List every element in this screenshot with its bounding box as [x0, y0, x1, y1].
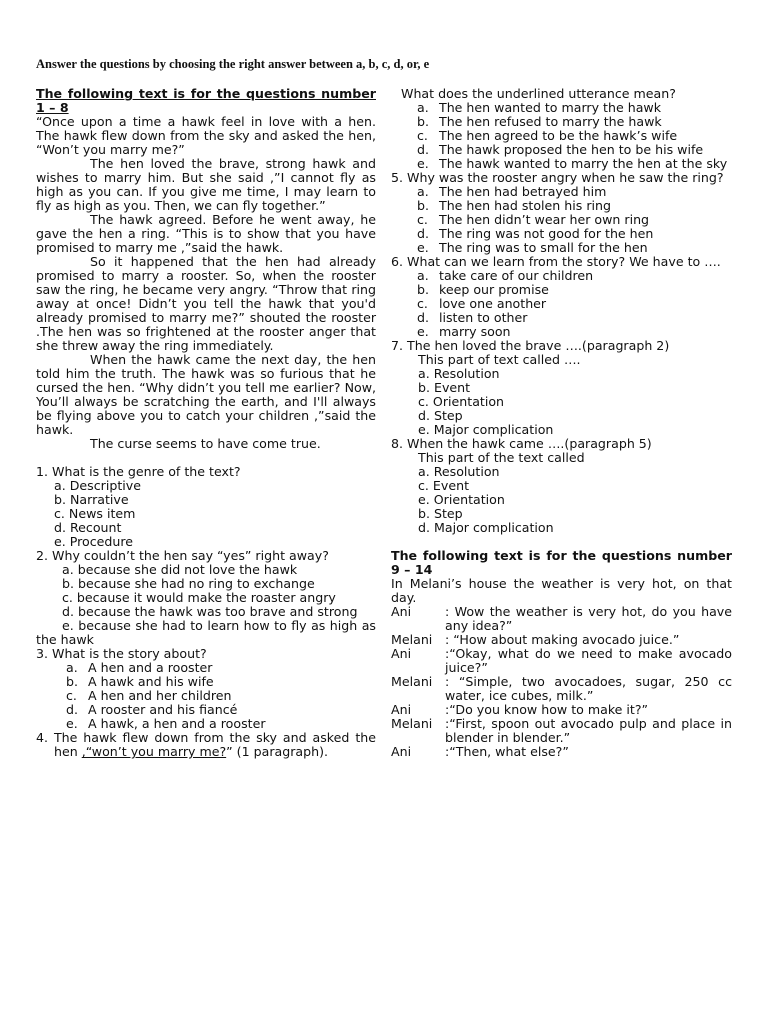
question-3: 3. What is the story about? — [36, 646, 207, 661]
dialog-line — [391, 717, 732, 745]
q1-option-c: c. News item — [54, 506, 136, 521]
dialog-text: :“First, spoon out avocado pulp and place in blender in blender.” — [445, 716, 732, 745]
right-column — [391, 87, 732, 759]
question-2: 2. Why couldn’t the hen say “yes” right away? — [36, 548, 329, 563]
instruction-heading: Answer the questions by choosing the right answer between a, b, c, d, or, e — [36, 57, 430, 71]
dialog-line — [391, 745, 732, 759]
q3-option-a — [36, 661, 376, 675]
q4-question: What does the underlined utterance mean? — [401, 86, 676, 101]
option-text: A hen and her children — [88, 688, 232, 703]
dialog-intro: In Melani’s house the weather is very hot, on that day. — [391, 576, 732, 605]
q6-option-a — [391, 269, 732, 283]
dialog-line — [391, 675, 732, 703]
story-paragraph-2: The hen loved the brave, strong hawk and wishes to marry him. But she said ,”I cannot fly as high as you can. If you give me time, I may learn to fly as high as you. Then, we can fly together.” — [36, 156, 376, 213]
q8-subtitle: This part of the text called — [418, 450, 585, 465]
option-key: a. — [417, 184, 429, 199]
question-7: 7. The hen loved the brave ….(paragraph 2) — [391, 338, 670, 353]
option-key: b. — [417, 114, 429, 129]
q3-option-b — [36, 675, 376, 689]
q4-option-a — [391, 101, 732, 115]
dialog-text: :“Okay, what do we need to make avocado juice?” — [445, 646, 732, 675]
q4-option-c — [391, 129, 732, 143]
option-text: The hen had stolen his ring — [439, 198, 611, 213]
option-key: a. — [417, 100, 429, 115]
q6-option-e — [391, 325, 732, 339]
option-key: e. — [66, 716, 78, 731]
option-text: A hawk, a hen and a rooster — [88, 716, 266, 731]
option-text: take care of our children — [439, 268, 594, 283]
q7-option-4: d. Step — [418, 408, 463, 423]
q7-option-3: c. Orientation — [418, 394, 505, 409]
story-paragraph-6: The curse seems to have come true. — [90, 436, 321, 451]
q2-option-c: c. because it would make the roaster angry — [62, 590, 336, 605]
q2-option-e: e. because she had to learn how to fly as high as the hawk — [36, 618, 376, 647]
q5-option-b — [391, 199, 732, 213]
option-key: c. — [417, 212, 428, 227]
option-text: The hawk wanted to marry the hen at the sky — [439, 156, 728, 171]
dialog-text: :“Then, what else?” — [445, 744, 569, 759]
speaker: Melani — [391, 674, 433, 689]
dialog-line — [391, 703, 732, 717]
option-key: a. — [417, 268, 429, 283]
dialog-text: : “How about making avocado juice.” — [445, 632, 680, 647]
q1-option-b: b. Narrative — [54, 492, 129, 507]
q6-option-c — [391, 297, 732, 311]
q3-option-c — [36, 689, 376, 703]
q2-option-a: a. because she did not love the hawk — [62, 562, 298, 577]
left-column — [36, 87, 376, 759]
q4-option-e — [391, 157, 732, 171]
q7-option-2: b. Event — [418, 380, 471, 395]
q1-option-e: e. Procedure — [54, 534, 134, 549]
section-heading-9-14: The following text is for the questions number 9 – 14 — [391, 548, 732, 577]
q5-option-e — [391, 241, 732, 255]
q4-option-b — [391, 115, 732, 129]
dialog-text: : “Simple, two avocadoes, sugar, 250 cc water, ice cubes, milk.” — [445, 674, 732, 703]
q1-option-a: a. Descriptive — [54, 478, 141, 493]
option-text: A rooster and his fiancé — [88, 702, 238, 717]
q8-option-3: e. Orientation — [418, 492, 505, 507]
option-key: d. — [417, 226, 429, 241]
option-text: A hawk and his wife — [88, 674, 214, 689]
q4-underlined-utterance: ,“won’t you marry me? — [81, 744, 227, 759]
q5-option-c — [391, 213, 732, 227]
speaker: Ani — [391, 604, 412, 619]
dialog — [391, 605, 732, 759]
question-5: 5. Why was the rooster angry when he saw the ring? — [391, 170, 724, 185]
q5-option-d — [391, 227, 732, 241]
q5-option-a — [391, 185, 732, 199]
speaker: Ani — [391, 744, 412, 759]
dialog-text: : Wow the weather is very hot, do you have any idea?” — [445, 604, 732, 633]
option-key: e. — [417, 240, 429, 255]
option-text: A hen and a rooster — [88, 660, 213, 675]
q8-option-4: b. Step — [418, 506, 463, 521]
option-key: c. — [417, 296, 428, 311]
q3-option-d — [36, 703, 376, 717]
option-key: c. — [417, 128, 428, 143]
speaker: Melani — [391, 632, 433, 647]
q1-option-d: d. Recount — [54, 520, 122, 535]
q4-text-end: ” (1 paragraph). — [226, 744, 329, 759]
q2-option-d: d. because the hawk was too brave and strong — [62, 604, 358, 619]
question-6: 6. What can we learn from the story? We have to …. — [391, 254, 721, 269]
story-paragraph-3: The hawk agreed. Before he went away, he gave the hen a ring. “This is to show that you have promised to marry me ,”said the hawk. — [36, 212, 376, 255]
q8-option-1: a. Resolution — [418, 464, 500, 479]
spacer — [36, 451, 376, 465]
option-text: marry soon — [439, 324, 511, 339]
option-key: c. — [66, 688, 77, 703]
option-text: The hawk proposed the hen to be his wife — [439, 142, 704, 157]
q4-option-d — [391, 143, 732, 157]
option-key: a. — [66, 660, 78, 675]
option-key: b. — [66, 674, 78, 689]
question-1: 1. What is the genre of the text? — [36, 464, 241, 479]
option-key: e. — [417, 324, 429, 339]
q7-subtitle: This part of text called …. — [418, 352, 581, 367]
option-text: The hen had betrayed him — [439, 184, 607, 199]
dialog-line — [391, 633, 732, 647]
option-key: d. — [66, 702, 78, 717]
q3-option-e — [36, 717, 376, 731]
q8-option-2: c. Event — [418, 478, 470, 493]
dialog-line — [391, 647, 732, 675]
dialog-line — [391, 605, 732, 633]
option-text: The ring was to small for the hen — [439, 240, 648, 255]
story-paragraph-5: When the hawk came the next day, the hen told him the truth. The hawk was so furious that he cursed the hen. “Why didn’t you tell me earlier? Now, You’ll always be scratching the earth, and I'll always be flying above you to catch your children ,”said the hawk. — [36, 352, 376, 437]
option-text: The hen didn’t wear her own ring — [439, 212, 650, 227]
q6-option-d — [391, 311, 732, 325]
option-text: The hen agreed to be the hawk’s wife — [439, 128, 678, 143]
section-heading-1-8: The following text is for the questions number 1 – 8 — [36, 86, 376, 115]
option-key: b. — [417, 282, 429, 297]
q6-option-b — [391, 283, 732, 297]
option-key: d. — [417, 310, 429, 325]
dialog-text: :“Do you know how to make it?” — [445, 702, 649, 717]
option-text: The hen wanted to marry the hawk — [439, 100, 662, 115]
option-text: keep our promise — [439, 282, 549, 297]
option-text: The ring was not good for the hen — [439, 226, 654, 241]
question-4 — [36, 731, 376, 759]
q7-option-5: e. Major complication — [418, 422, 554, 437]
q4-text-start: 4. The hawk flew down from the sky and asked the hen — [36, 730, 376, 759]
story-paragraph-4: So it happened that the hen had already promised to marry a rooster. So, when the rooster saw the ring, he became very angry. “Throw that ring away at once! Didn’t you tell the hawk that you'd already promised to marry me?” shouted the rooster .The hen was so frightened at the rooster anger that she threw away the ring immediately. — [36, 254, 376, 353]
option-key: b. — [417, 198, 429, 213]
speaker: Ani — [391, 702, 412, 717]
speaker: Melani — [391, 716, 433, 731]
q8-option-5: d. Major complication — [418, 520, 554, 535]
option-key: e. — [417, 156, 429, 171]
q2-option-b: b. because she had no ring to exchange — [62, 576, 315, 591]
option-text: listen to other — [439, 310, 528, 325]
option-text: The hen refused to marry the hawk — [439, 114, 662, 129]
question-8: 8. When the hawk came ….(paragraph 5) — [391, 436, 652, 451]
spacer — [391, 535, 732, 549]
option-text: love one another — [439, 296, 547, 311]
speaker: Ani — [391, 646, 412, 661]
option-key: d. — [417, 142, 429, 157]
story-paragraph-1: “Once upon a time a hawk feel in love with a hen. The hawk flew down from the sky and asked the hen, “Won’t you marry me?” — [36, 114, 376, 157]
q7-option-1: a. Resolution — [418, 366, 500, 381]
